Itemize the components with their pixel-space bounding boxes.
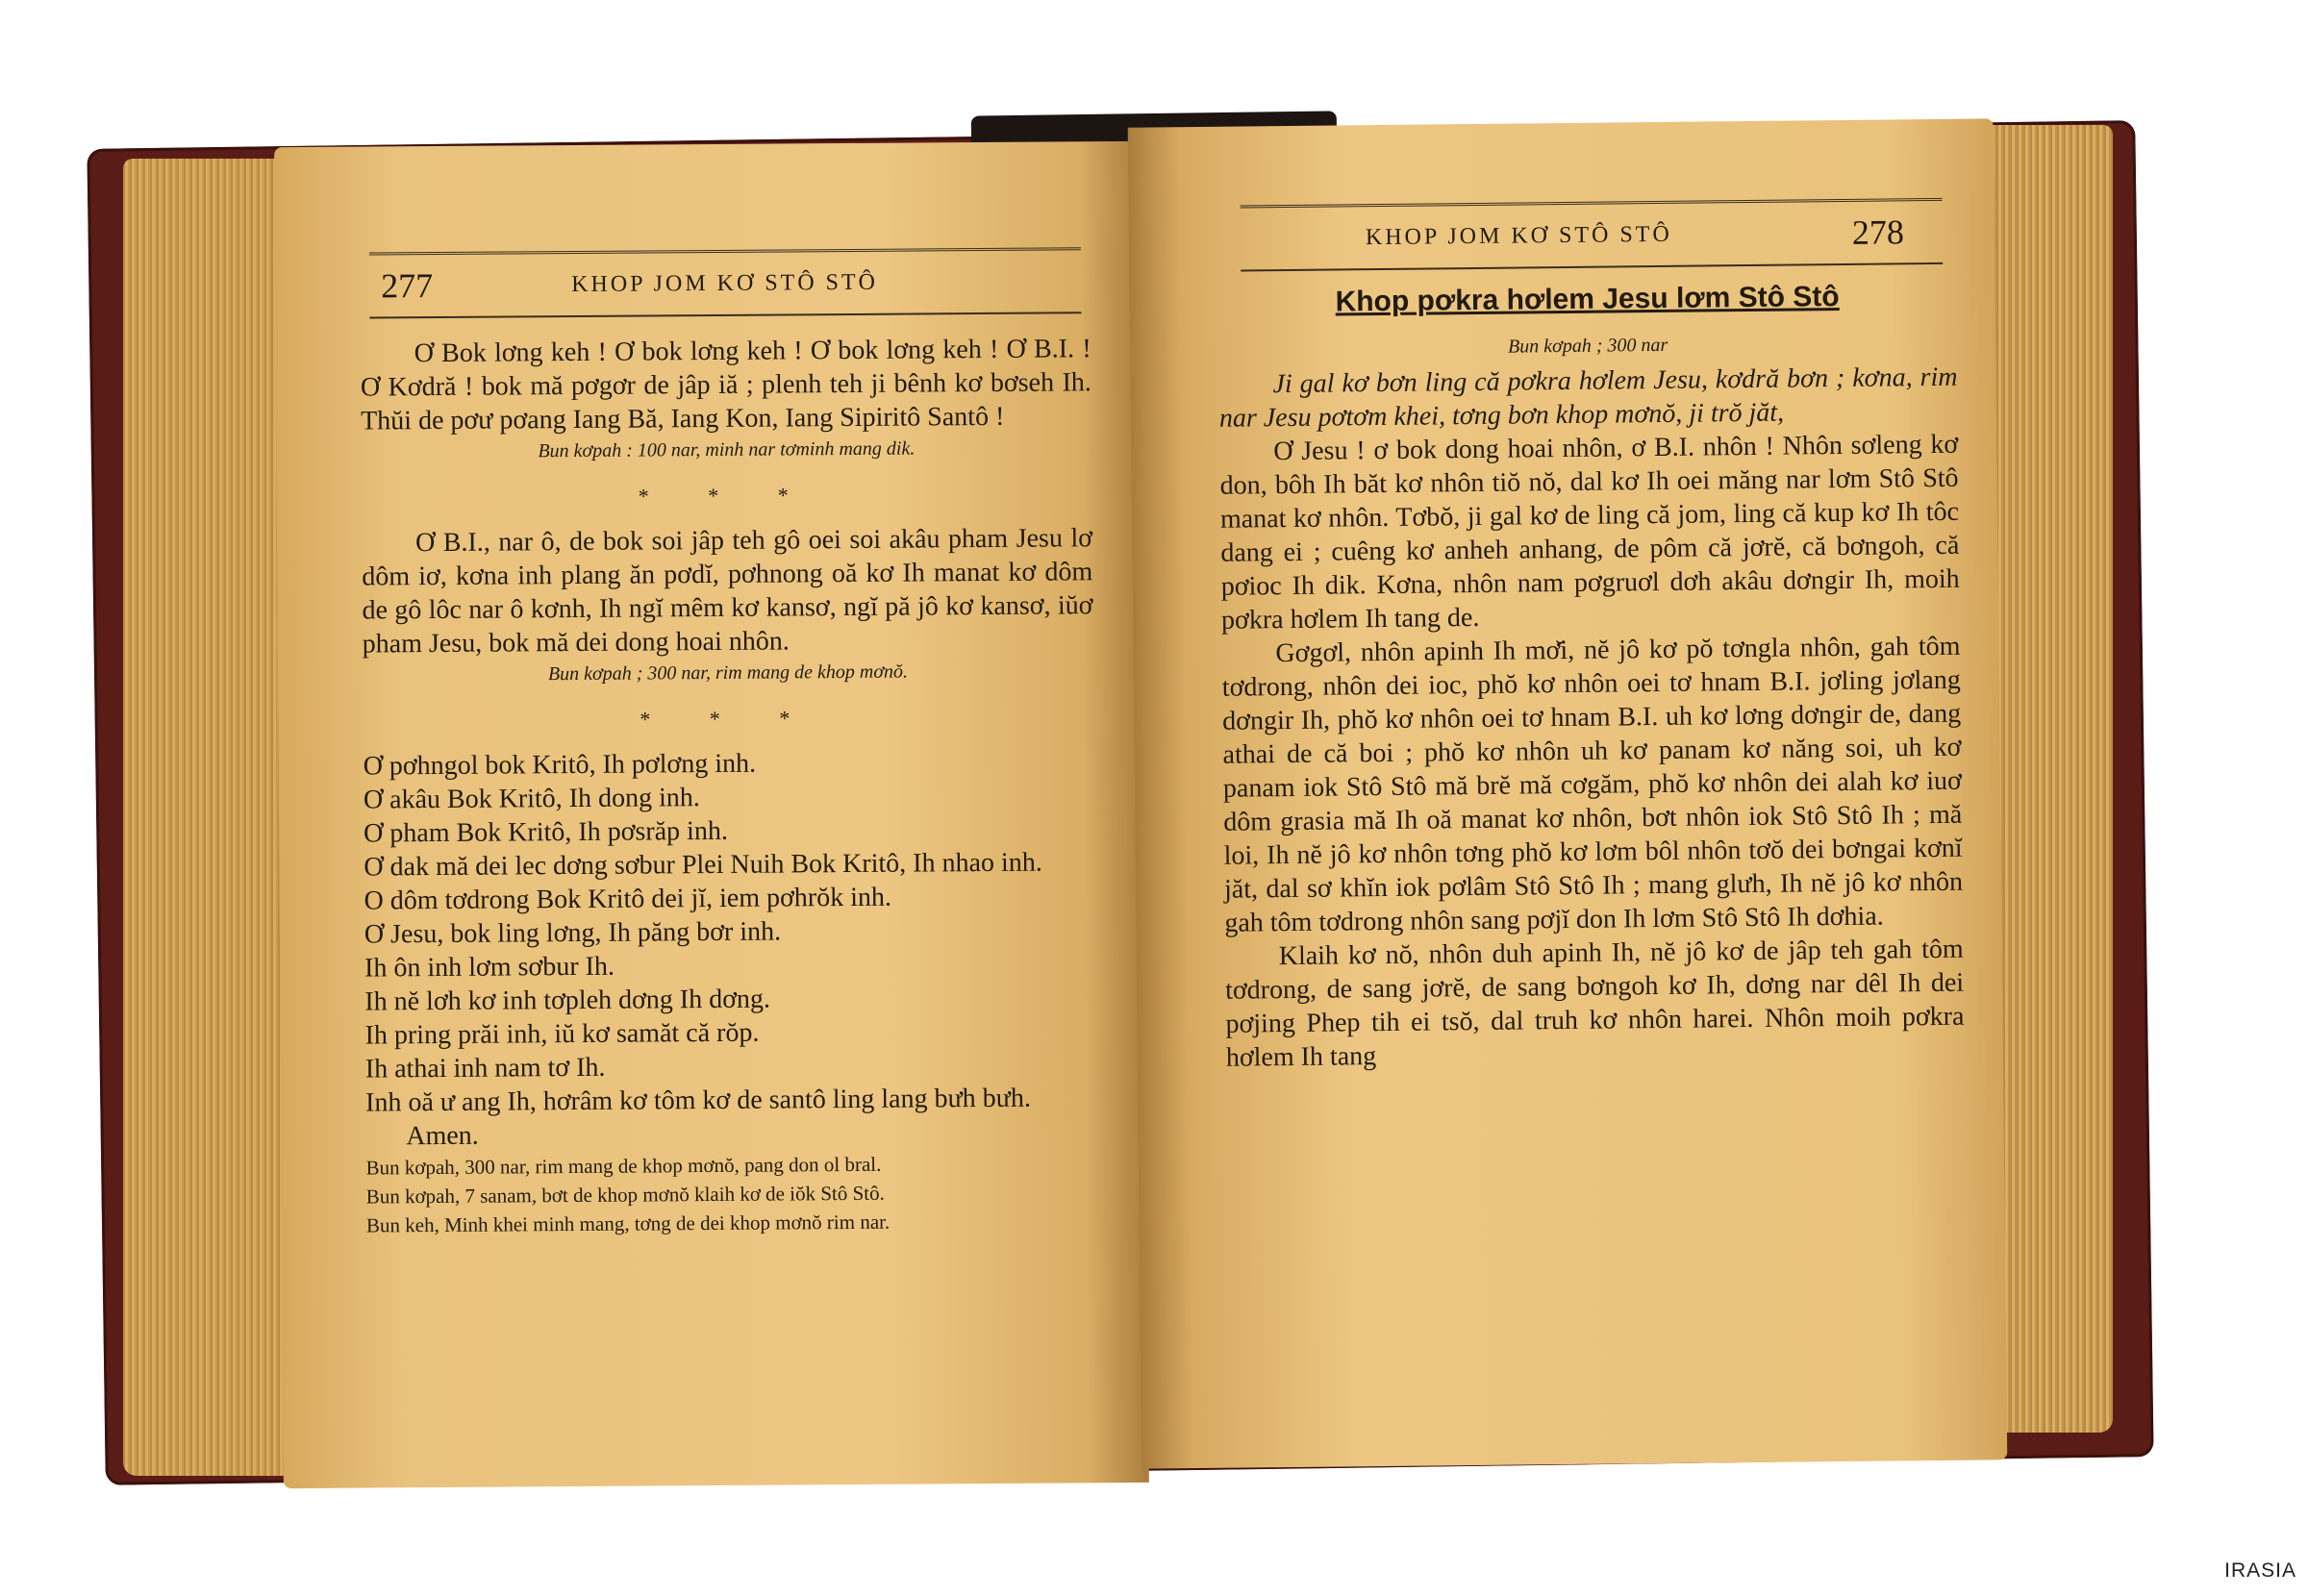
closing-notes [365,1148,1097,1239]
litany-line: Ơ akâu Bok Kritô, Ih dong inh. [363,783,700,815]
watermark: IRASIA [2224,1559,2296,1582]
intro-paragraph: Ji gal kơ bơn ling că pơkra hơlem Jesu, kơdră bơn ; kơna, rim nar Jesu pơtơm khei, tơng bơn khop mơnŏ, ji trŏ jăt, [1218,362,1958,434]
closing-note: Bun kơpah, 300 nar, rim mang de khop mơnŏ, pang don ol bral. [365,1152,882,1180]
litany-line: O dôm tơdrong Bok Kritô dei jĭ, iem pơhrŏk inh. [364,882,892,916]
left-page-edges [123,159,291,1476]
litany-line: Inh oă ư ang Ih, hơrâm kơ tôm kơ de santô ling lang bưh bưh. Amen. [364,1083,1032,1152]
prayer-title: Khop pơkra hơlem Jesu lơm Stô Stô [1335,281,1840,318]
left-page-body [361,332,1098,1239]
litany-line: Ơ pơhngol bok Kritô, Ih pơlơng inh. [363,748,757,782]
litany-line: Ih ôn inh lơm sơbur Ih. [364,951,615,984]
litany-line: Ơ dak mă dei lec dơng sơbur Plei Nuih Bok Kritô, Ih nhao inh. [364,847,1042,883]
running-head: KHOP JOM KƠ STÔ STÔ [571,269,879,297]
prayer-paragraph: Ơ B.I., nar ô, de bok soi jâp teh gô oei soi akâu pham Jesu lơ dôm iơ, kơna inh plang ăn pơdĭ, pơhnong oă kơ Ih manat kơ dôm de gô lôc nar ô kơnh, Ih ngĭ mêm kơ kansơ, ngĭ pă jô kơ kansơ, iŭơ pham Jesu, bok mă dei dong hoai nhôn. [362,523,1093,660]
prayer-paragraph: Ơ Jesu ! ơ bok dong hoai nhôn, ơ B.I. nhôn ! Nhôn sơleng kơ don, bôh Ih băt kơ nhôn tiŏ nŏ, dal kơ Ih oei măng nar lơm Stô Stô manat kơ nhôn. Tơbŏ, ji gal kơ de ling că jom, ling că kup kơ Ih tôc dang ei ; cuêng kơ anheh anhang, de pôm că jơrĕ, că bơngoh, că pơioc Ih dik. Kơna, nhôn nam pơgruơl dơh akâu dơngir Ih, moih pơkra hơlem Ih tang de. [1219,429,1960,636]
left-page [274,141,1149,1488]
prayer-paragraph: Gơgơl, nhôn apinh Ih mơ̆i, nĕ jô kơ pŏ tơngla nhôn, gah tôm tơdrong, nhôn dei ioc, phŏ kơ nhôn oei tơ hnam B.I. jơling jơlang dơngir Ih, phŏ kơ nhôn oei tơ hnam B.I. uh kơ lơng dơngir de, dang athai de că boi ; phŏ kơ nhôn uh kơ panam kơ năng soi, uh kơ panam iok Stô Stô mă brĕ mă cơgăm, phŏ kơ nhôn dei alah kơ iuơ dôm grasia mă Ih oă manat kơ nhôn, bơt nhôn iok Stô Stô Ih ; mă loi, Ih nĕ jô kơ nhôn tơng phŏ kơ lơm bôl nhôn tơŏ dei bơngai kơnĭ jăt, dal sơ khĭn iok pơlâm Stô Stô Ih ; mang glưh, Ih nĕ jô kơ nhôn gah tôm tơdrong nhôn sang pơjĭ don Ih lơm Stô Stô Ih dơhia. [1221,631,1964,938]
section-stars: * * * [638,483,815,509]
right-page-header [1241,198,1944,272]
left-page-header [369,247,1081,318]
running-head: KHOP JOM KƠ STÔ STÔ [1365,221,1672,250]
indulgence-note: Bun kơpah ; 300 nar [1507,334,1668,358]
litany-line: Ơ pham Bok Kritô, Ih pơsrăp inh. [364,815,728,849]
indulgence-note: Bun kơpah : 100 nar, minh nar tơminh mang dik. [538,437,916,462]
litany-line: Ơ Jesu, bok ling lơng, Ih păng bơr inh. [364,916,782,950]
litany-line: Ih athai inh nam tơ Ih. [364,1052,606,1085]
section-stars: * * * [640,706,817,732]
right-page-body [1217,271,1965,1075]
prayer-paragraph: Klaih kơ nŏ, nhôn duh apinh Ih, nĕ jô kơ de jâp teh gah tôm tơdrong, de sang jơrĕ, de sang bơngoh kơ Ih, dơng nar dêl Ih dei pơjing Phep tih ei tsŏ, dal truh kơ nhôn harei. Nhôn moih pơkra hơlem Ih tang [1224,934,1965,1073]
litany-line: Ih pring prăi inh, iŭ kơ samăt că rŏp. [364,1017,760,1051]
page-number: 277 [381,266,434,306]
right-page [1128,118,2008,1468]
prayer-paragraph: Ơ Bok lơng keh ! Ơ bok lơng keh ! Ơ bok lơng keh ! Ơ B.I. ! Ơ Kơdră ! bok mă pơgơr de jâp iă ; plenh teh ji bênh kơ bơseh Ih. Thŭi de pơư pơang Iang Bă, Iang Kon, Iang Sipiritô Santô ! [360,334,1091,436]
indulgence-note: Bun kơpah ; 300 nar, rim mang de khop mơnŏ. [547,661,909,686]
litany-list [364,744,1097,1153]
page-number: 278 [1851,212,1905,252]
closing-note: Bun keh, Minh khei minh mang, tơng de dei khop mơnŏ rim nar. [365,1209,891,1237]
closing-note: Bun kơpah, 7 sanam, bơt de khop mơnŏ klaih kơ de iŏk Stô Stô. [365,1181,885,1209]
litany-line: Ih nĕ lơh kơ inh tơpleh dơng Ih dơng. [364,984,771,1017]
